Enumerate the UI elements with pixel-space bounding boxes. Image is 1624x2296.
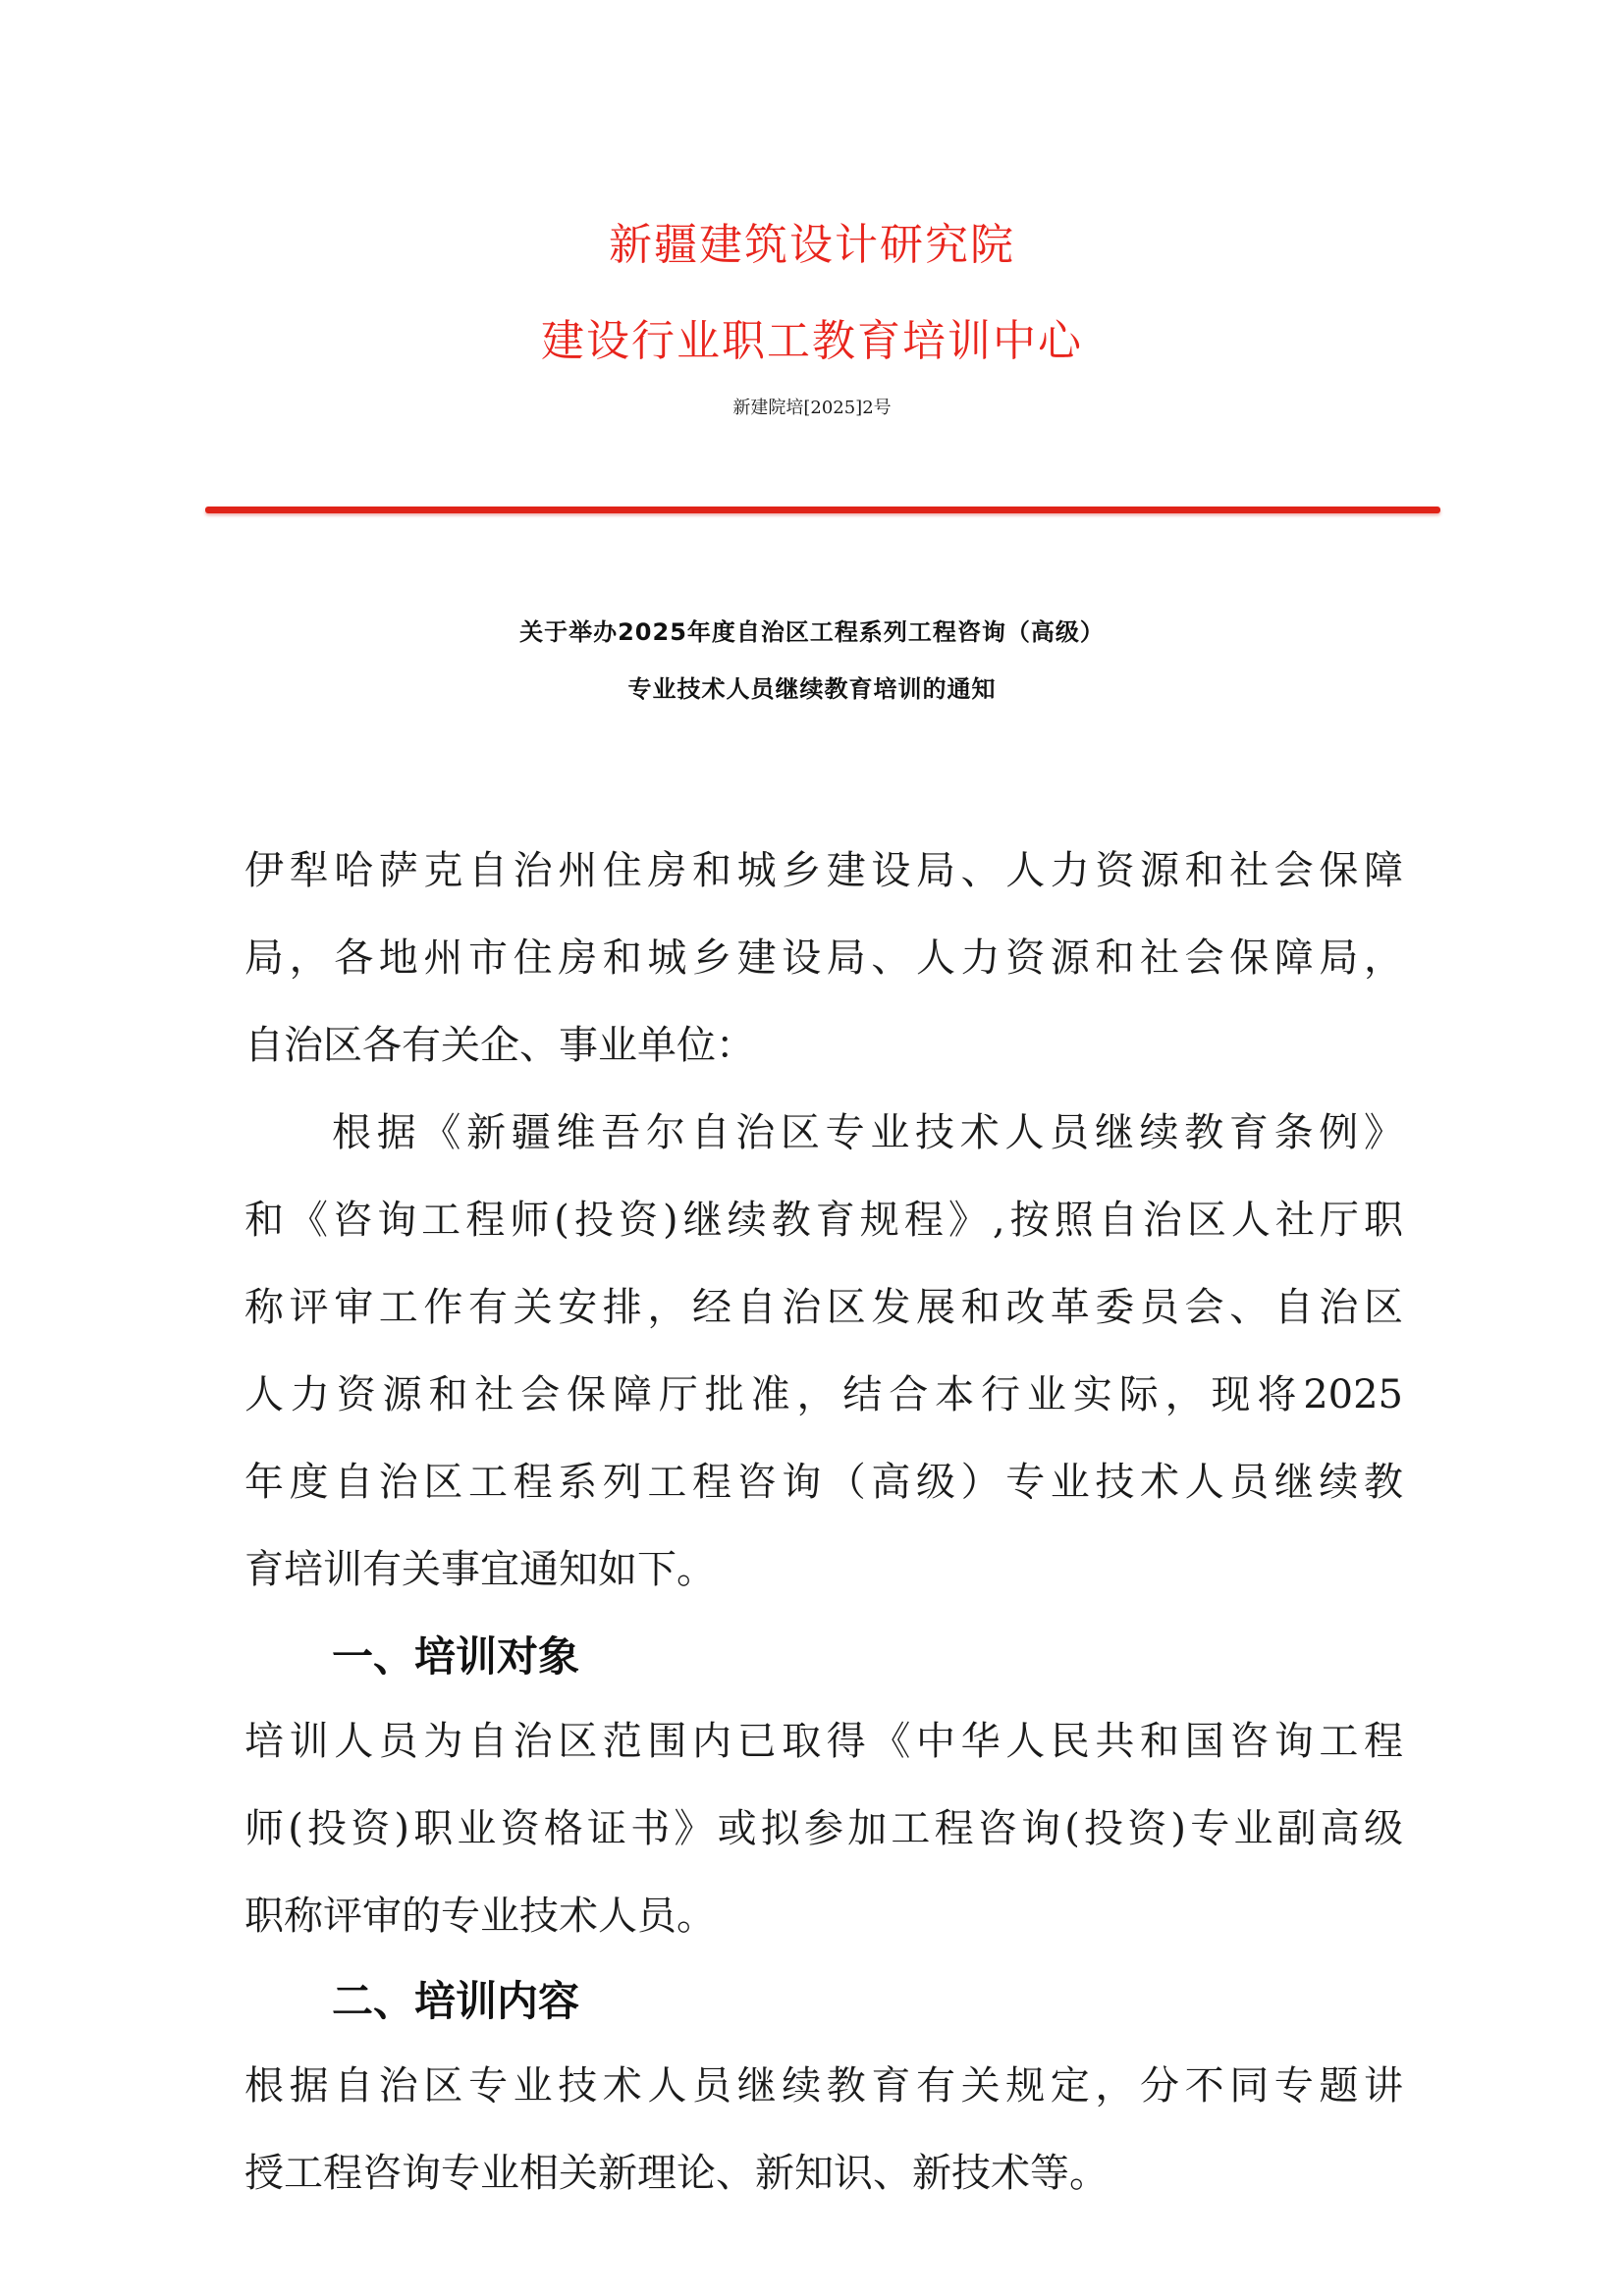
section1-line-2: 师(投资)职业资格证书》或拟参加工程咨询(投资)专业副高级 (244, 1806, 1403, 1851)
section-heading-training-content: 二、培训内容 (332, 1977, 580, 2025)
intro-paragraph-line-2: 和《咨询工程师(投资)继续教育规程》,按照自治区人社厅职 (244, 1198, 1403, 1243)
issuing-organization-name: 新疆建筑设计研究院 (609, 220, 1015, 270)
issuing-organization-subname: 建设行业职工教育培训中心 (541, 316, 1083, 366)
section-heading-training-targets: 一、培训对象 (332, 1632, 580, 1681)
addressee-line-3: 自治区各有关企、事业单位： (244, 1023, 755, 1068)
addressee-line-2: 局，各地州市住房和城乡建设局、人力资源和社会保障局， (244, 935, 1403, 981)
section1-line-3: 职称评审的专业技术人员。 (244, 1894, 716, 1939)
intro-paragraph-line-3: 称评审工作有关安排，经自治区发展和改革委员会、自治区 (244, 1285, 1403, 1330)
section2-line-1: 根据自治区专业技术人员继续教育有关规定，分不同专题讲 (244, 2063, 1403, 2109)
addressee-line-1: 伊犁哈萨克自治州住房和城乡建设局、人力资源和社会保障 (244, 848, 1403, 893)
document-title-line-1: 关于举办2025年度自治区工程系列工程咨询（高级） (519, 618, 1105, 646)
red-header-divider (205, 507, 1440, 513)
intro-paragraph-line-1: 根据《新疆维吾尔自治区专业技术人员继续教育条例》 (332, 1110, 1403, 1155)
section1-line-1: 培训人员为自治区范围内已取得《中华人民共和国咨询工程 (244, 1719, 1403, 1764)
intro-paragraph-line-4: 人力资源和社会保障厅批准，结合本行业实际，现将2025 (244, 1372, 1403, 1417)
intro-paragraph-line-6: 育培训有关事宜通知如下。 (244, 1547, 716, 1592)
intro-paragraph-line-5: 年度自治区工程系列工程咨询（高级）专业技术人员继续教 (244, 1460, 1403, 1505)
document-number: 新建院培[2025]2号 (732, 398, 892, 418)
document-title-line-2: 专业技术人员继续教育培训的通知 (627, 675, 997, 703)
section2-line-2: 授工程咨询专业相关新理论、新知识、新技术等。 (244, 2151, 1109, 2196)
